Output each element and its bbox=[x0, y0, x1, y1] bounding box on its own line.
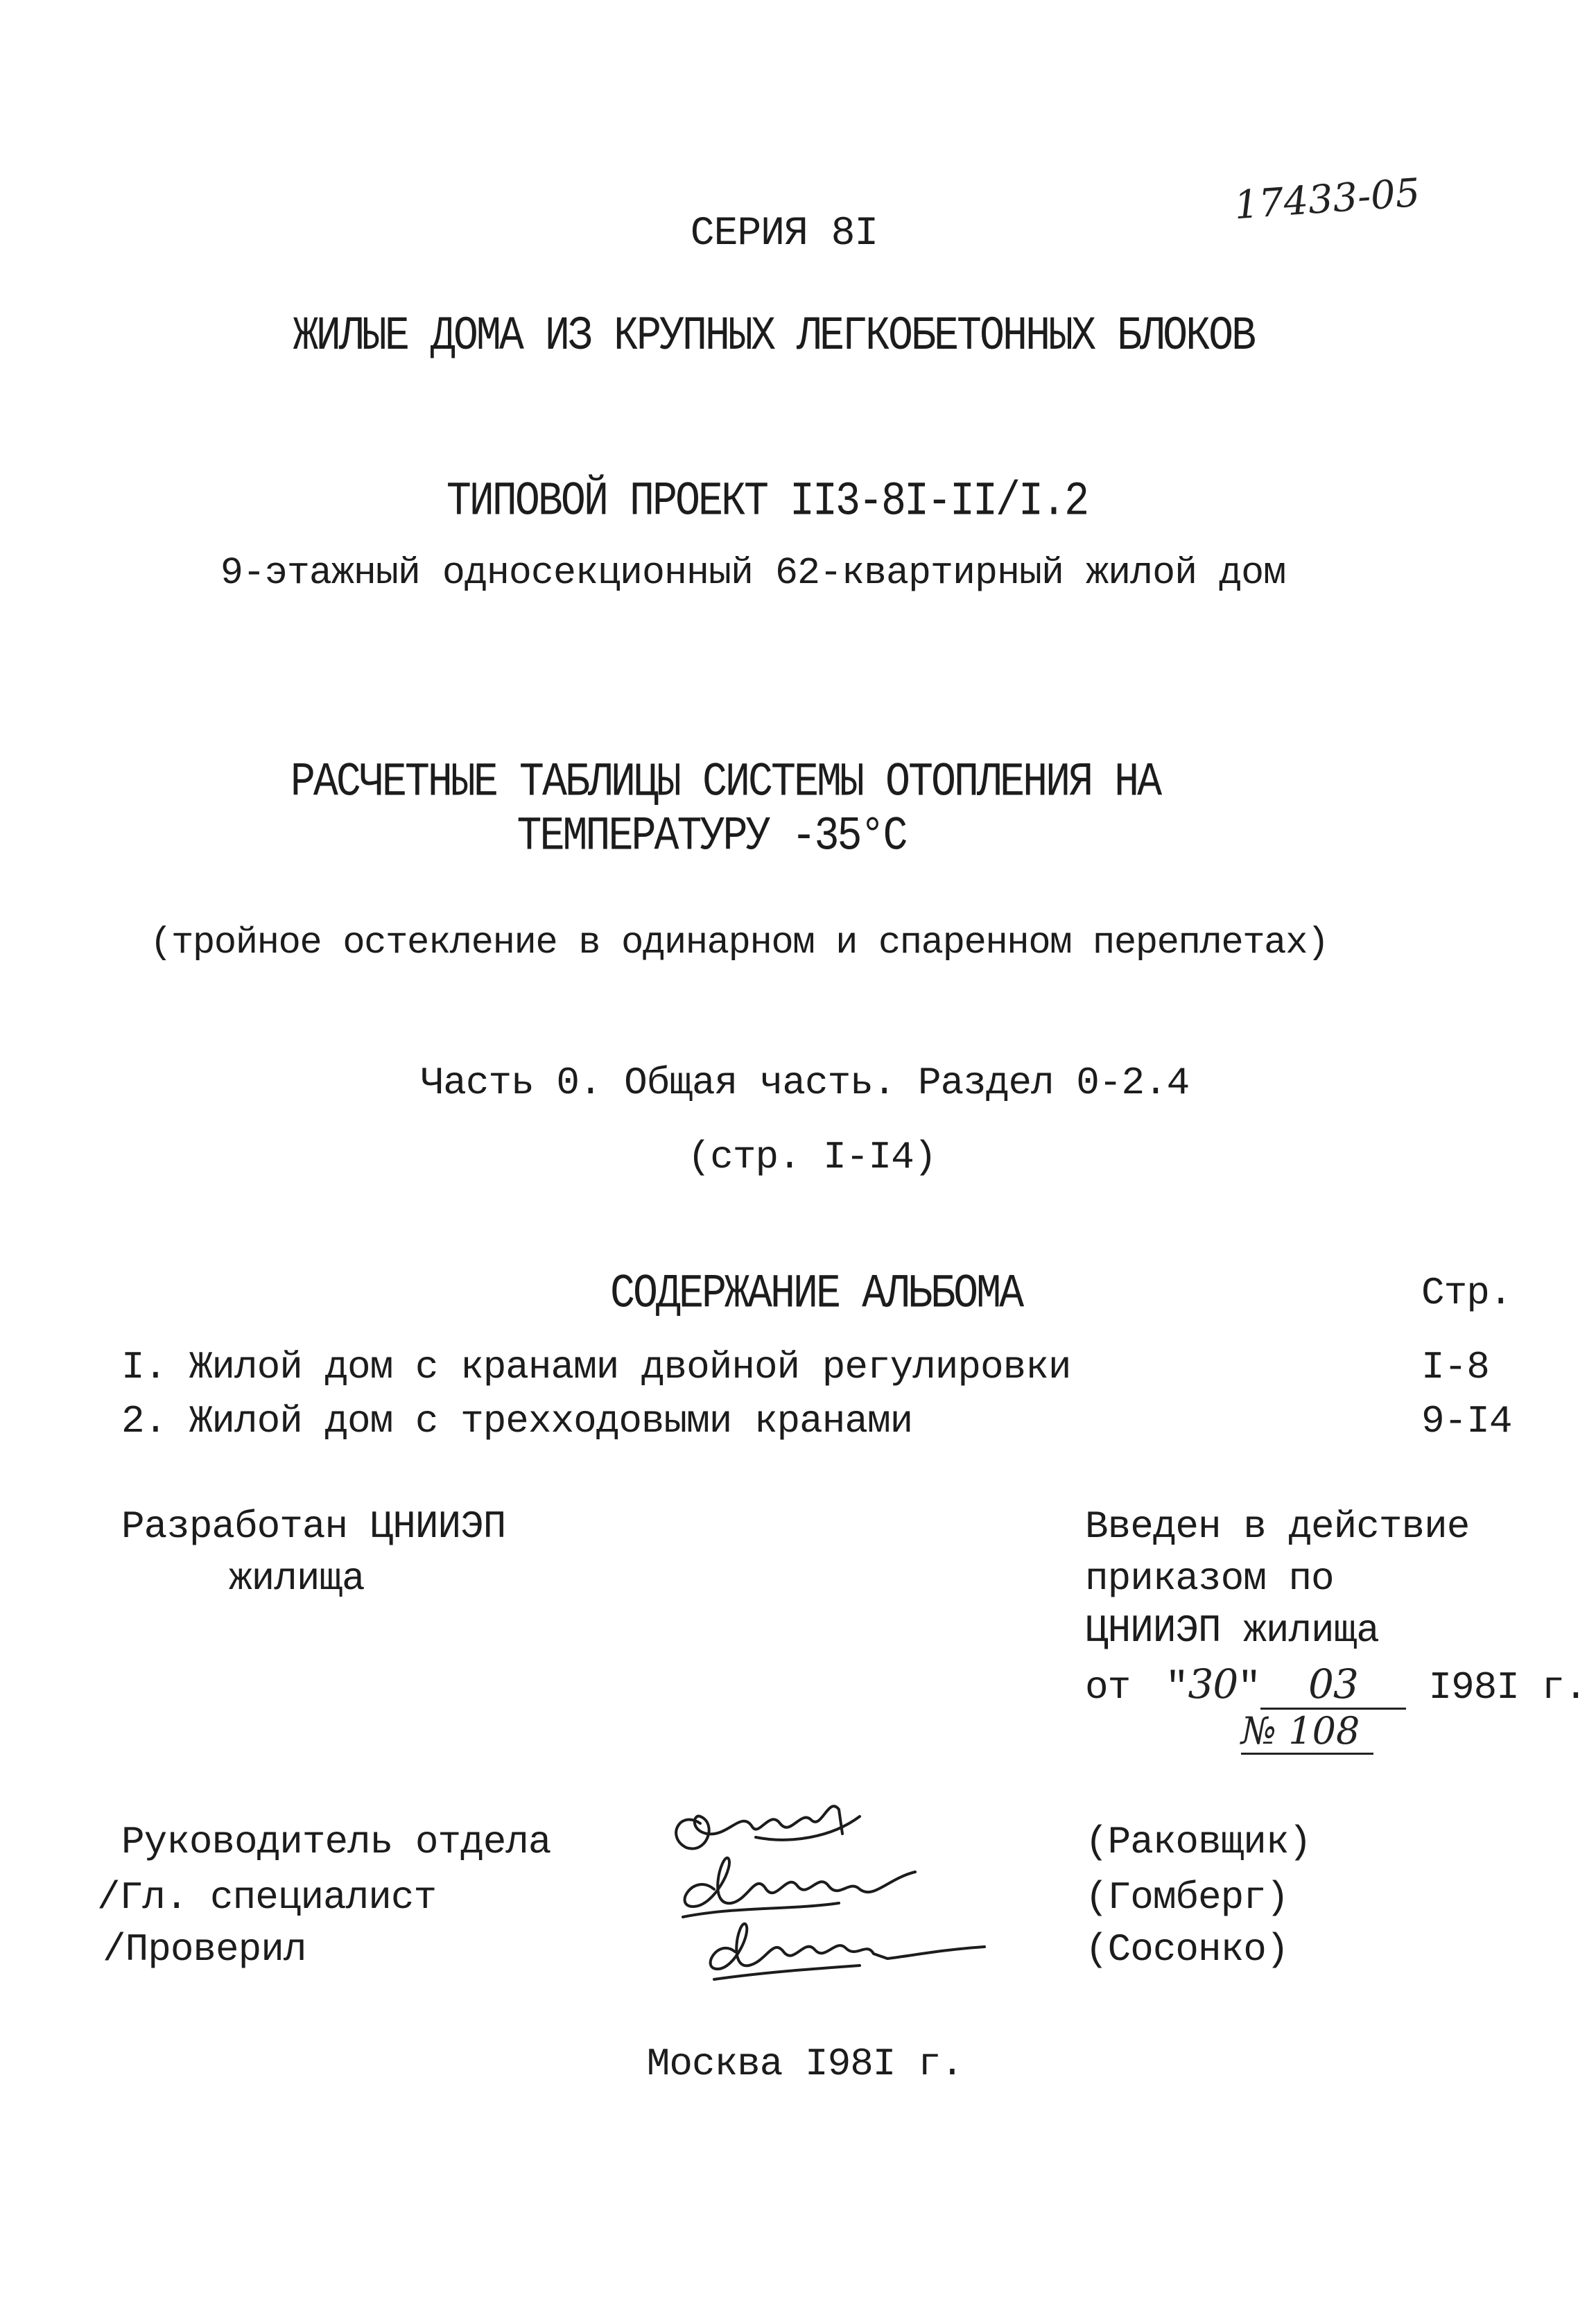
archive-number: 17433-05 bbox=[1233, 170, 1422, 229]
contents-item-pages: I-8 bbox=[1421, 1345, 1489, 1389]
order-number: № 108 bbox=[1241, 1709, 1373, 1755]
series-title: СЕРИЯ 8I bbox=[690, 211, 878, 257]
contents-heading: СОДЕРЖАНИЕ АЛЬБОМА bbox=[610, 1267, 1023, 1322]
project-description: 9-этажный односекционный 62-квартирный жилой дом bbox=[220, 551, 1286, 595]
developed-by-line2: жилища bbox=[229, 1556, 365, 1601]
glazing-note: (тройное остекление в одинарном и спаренном переплетах) bbox=[150, 922, 1328, 964]
contents-item: I. Жилой дом с кранами двойной регулировки bbox=[121, 1345, 1071, 1389]
signatory-name: (Гомберг) bbox=[1085, 1875, 1289, 1920]
project-title: ТИПОВОЙ ПРОЕКТ II3-8I-II/I.2 bbox=[446, 474, 1088, 530]
handwritten-signatures bbox=[652, 1768, 1012, 1997]
tables-title-line2: ТЕМПЕРАТУРУ -35°C bbox=[517, 809, 906, 865]
part-line: Часть 0. Общая часть. Раздел 0-2.4 bbox=[420, 1061, 1190, 1105]
signatory-name: (Сосонко) bbox=[1085, 1927, 1289, 1972]
date-open-quote: " bbox=[1165, 1665, 1188, 1710]
signatory-role: Руководитель отдела bbox=[121, 1820, 551, 1864]
enacted-date-line bbox=[1085, 1660, 1587, 1710]
enacted-line3: ЦНИИЭП жилища bbox=[1085, 1608, 1379, 1653]
signature-1 bbox=[676, 1806, 860, 1848]
date-month: 03 bbox=[1260, 1660, 1406, 1710]
signature-2 bbox=[683, 1858, 915, 1917]
date-prefix: от bbox=[1085, 1665, 1131, 1710]
date-day: 30 bbox=[1188, 1660, 1238, 1708]
signatory-role: /Гл. специалист bbox=[97, 1875, 437, 1920]
enacted-line2: приказом по bbox=[1085, 1556, 1334, 1601]
pages-line: (стр. I-I4) bbox=[687, 1135, 937, 1179]
date-year: I98I г. bbox=[1428, 1665, 1587, 1710]
contents-item: 2. Жилой дом с трехходовыми кранами bbox=[121, 1399, 913, 1443]
contents-item-pages: 9-I4 bbox=[1421, 1399, 1512, 1443]
tables-title-line1: РАСЧЕТНЫЕ ТАБЛИЦЫ СИСТЕМЫ ОТОПЛЕНИЯ НА bbox=[290, 755, 1161, 810]
date-close-quote: " bbox=[1238, 1665, 1260, 1710]
enacted-line1: Введен в действие bbox=[1085, 1504, 1470, 1549]
contents-page-column: Стр. bbox=[1421, 1271, 1512, 1315]
signature-3 bbox=[711, 1924, 985, 1979]
signatory-role: /Проверил bbox=[103, 1927, 306, 1972]
developed-by-line1: Разработан ЦНИИЭП bbox=[121, 1504, 506, 1549]
footer-place-year: Москва I98I г. bbox=[646, 2042, 964, 2086]
series-subtitle: ЖИЛЫЕ ДОМА ИЗ КРУПНЫХ ЛЕГКОБЕТОННЫХ БЛОКОВ bbox=[293, 309, 1255, 365]
signatory-name: (Раковщик) bbox=[1085, 1820, 1312, 1864]
